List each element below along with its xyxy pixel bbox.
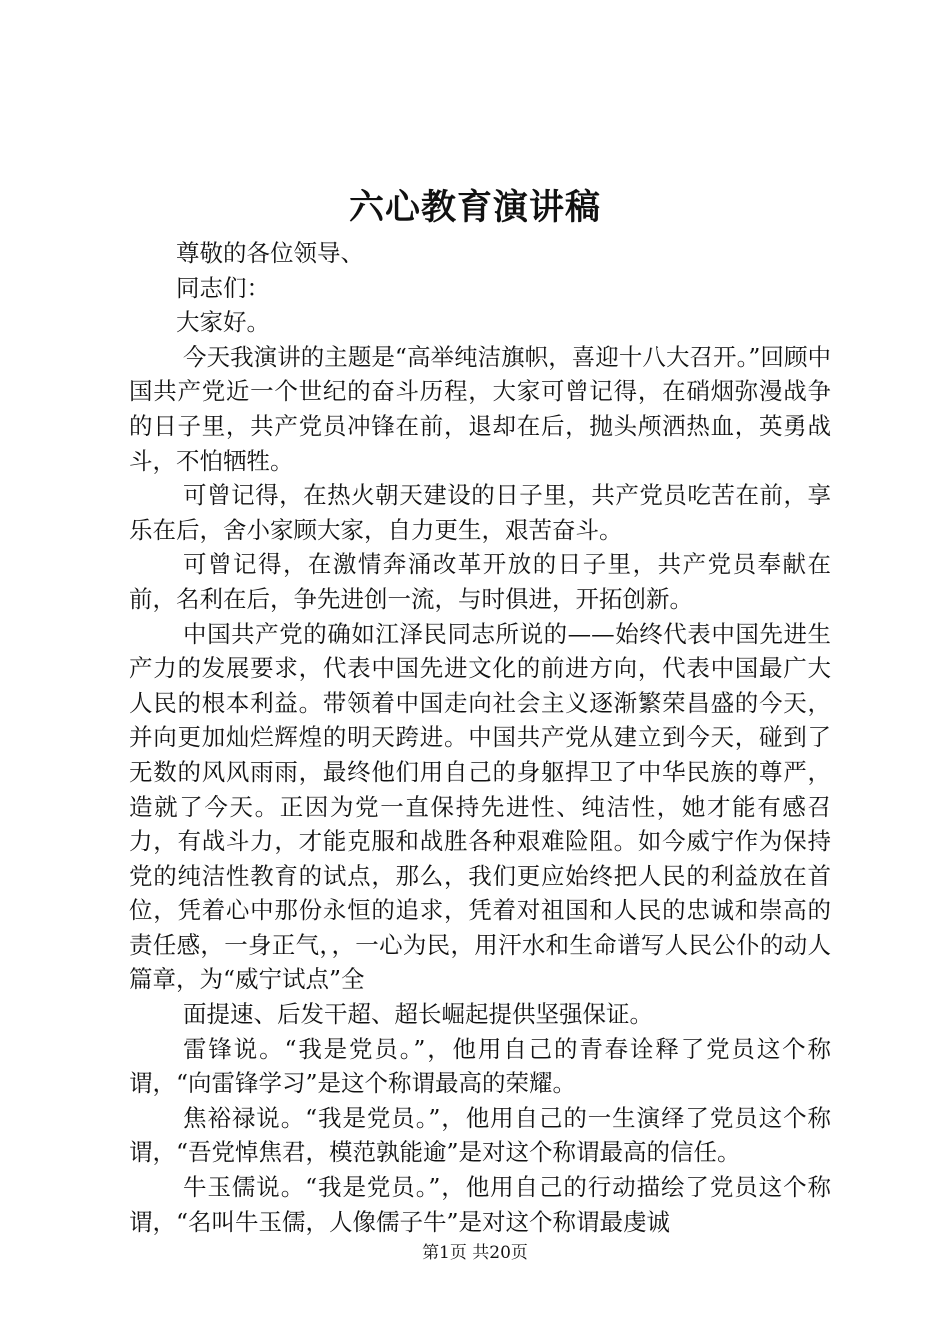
paragraph-party-representation: 中国共产党的确如江泽民同志所说的——始终代表中国先进生产力的发展要求，代表中国先进文化的前进方向，代表中国最广大人民的根本利益。带领着中国走向社会主义逐渐繁荣昌盛的今天，并向更加灿烂辉煌的明天跨进。中国共产党从建立到今天，碰到了无数的风风雨雨，最终他们用自己的身躯捍卫了中华民族的尊严，造就了今天。正因为党一直保持先进性、纯洁性，她才能有感召力，有战斗力，才能克服和战胜各种艰难险阻。如今威宁作为保持党的纯洁性教育的试点，那么，我们更应始终把人民的利益放在首位，凭着心中那份永恒的追求，凭着对祖国和人民的忠诚和崇高的责任感，一身正气，，一心为民，用汗水和生命谱写人民公仆的动人篇章，为“威宁试点”全: [129, 619, 831, 994]
paragraph-greeting: 大家好。: [176, 308, 270, 337]
paragraph-salutation-2: 同志们：: [176, 273, 270, 302]
paragraph-niu-yuru: 牛玉儒说。“我是党员。”，他用自己的行动描绘了党员这个称谓，“名叫牛玉儒，人像儒子牛”是对这个称谓最虔诚: [129, 1173, 831, 1236]
paragraph-reform: 可曾记得，在激情奔涌改革开放的日子里，共产党员奉献在前，名利在后，争先进创一流，与时俱进，开拓创新。: [129, 550, 831, 613]
paragraph-construction: 可曾记得，在热火朝天建设的日子里，共产党员吃苦在前，享乐在后，舍小家顾大家，自力更生，艰苦奋斗。: [129, 481, 831, 544]
paragraph-jiao-yulu: 焦裕禄说。“我是党员。”，他用自己的一生演绎了党员这个称谓，“吾党悼焦君，模范孰能逾”是对这个称谓最高的信任。: [129, 1103, 831, 1167]
document-body: [129, 236, 831, 1239]
paragraph-theme: 今天我演讲的主题是“高举纯洁旗帜，喜迎十八大召开。”回顾中国共产党近一个世纪的奋斗历程，大家可曾记得，在硝烟弥漫战争的日子里，共产党员冲锋在前，退却在后，抛头颅洒热血，英勇战斗，不怕牺牲。: [129, 342, 831, 475]
document-title: 六心教育演讲稿: [348, 187, 601, 228]
paragraph-continuation: 面提速、后发干超、超长崛起提供坚强保证。: [183, 1000, 654, 1029]
paragraph-salutation-1: 尊敬的各位领导、: [176, 239, 364, 267]
paragraph-lei-feng: 雷锋说。“我是党员。”，他用自己的青春诠释了党员这个称谓，“向雷锋学习”是这个称谓最高的荣耀。: [129, 1034, 831, 1098]
page-number-footer: 第1页 共20页: [422, 1243, 528, 1263]
